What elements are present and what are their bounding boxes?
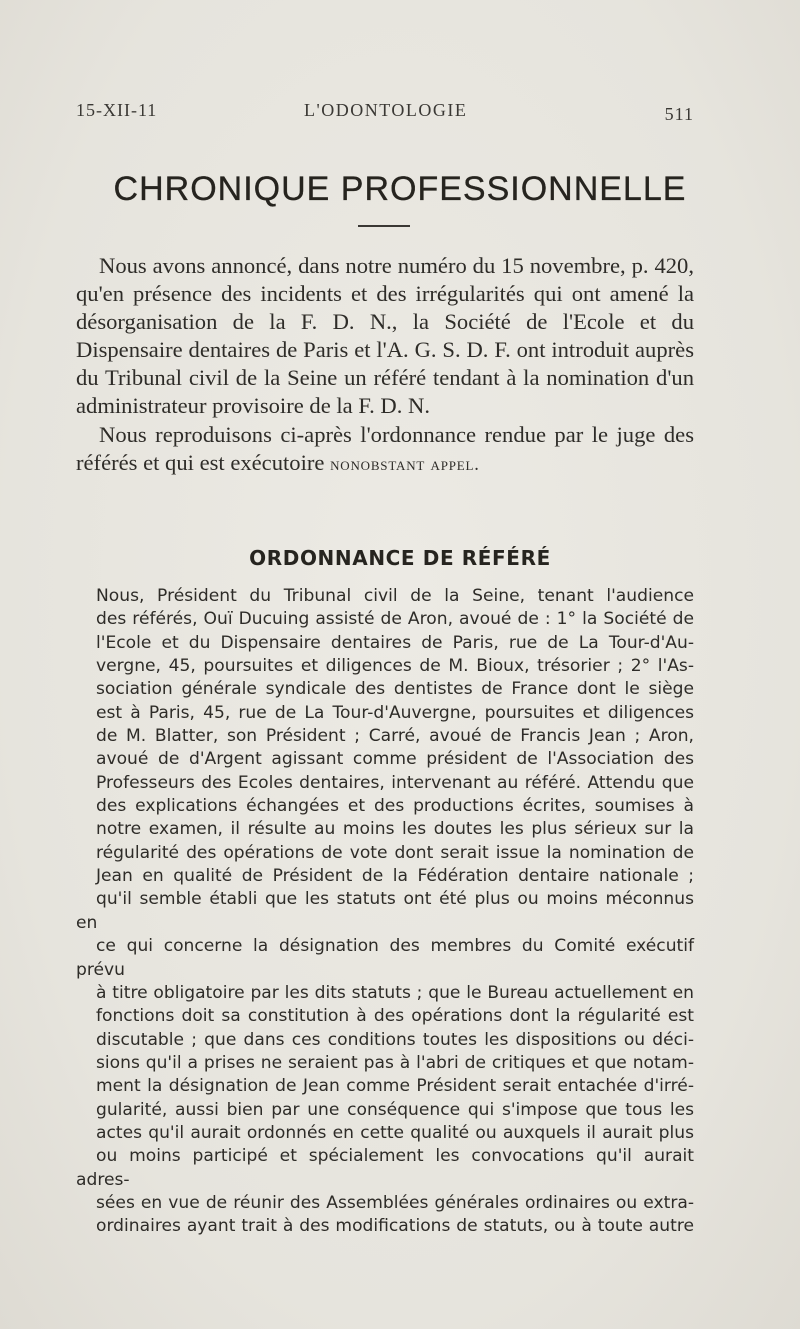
intro-text bbox=[76, 252, 694, 479]
text-line: Nous, Président du Tribunal civil de la Seine, tenant l'audience bbox=[96, 586, 694, 606]
page-number: 511 bbox=[664, 104, 694, 124]
intro-paragraph-2-emphasis: nonobstant appel. bbox=[330, 454, 480, 475]
text-line: Jean en qualité de Président de la Fédération dentaire nationale ; bbox=[96, 866, 694, 887]
ordonnance-text bbox=[76, 585, 694, 1239]
text-line: sociation générale syndicale des dentistes de France dont le siège bbox=[96, 679, 694, 700]
page-title: CHRONIQUE PROFESSIONNELLE bbox=[113, 170, 687, 208]
text-line: régularité des opérations de vote dont serait issue la nomination de bbox=[96, 842, 694, 863]
intro-paragraph-1: Nous avons annoncé, dans notre numéro du 15 novembre, p. 420, qu'en présence des incidents et des irrégularités qui ont amené la désorganisation de la F. D. N., la Société de l'Ecole et du Dispensaire dentaires de Paris et l'A. G. S. D. F. ont introduit auprès du Tribunal civil de la Seine un référé tendant à la nomination d'un administrateur provisoire de la F. D. N. bbox=[76, 253, 694, 419]
text-line: l'Ecole et du Dispensaire dentaires de Paris, rue de La Tour-d'Au- bbox=[96, 632, 694, 653]
text-line: actes qu'il aurait ordonnés en cette qualité ou auxquels il aurait plus bbox=[96, 1122, 694, 1143]
text-line: gularité, aussi bien par une conséquence qui s'impose que tous les bbox=[96, 1099, 694, 1120]
text-line: vergne, 45, poursuites et diligences de M. Bioux, trésorier ; 2° l'As- bbox=[96, 656, 694, 677]
text-line: de M. Blatter, son Président ; Carré, avoué de Francis Jean ; Aron, bbox=[96, 726, 694, 747]
ordonnance-paragraph bbox=[76, 585, 694, 1239]
text-line: ou moins participé et spécialement les convocations qu'il aurait adres- bbox=[76, 1146, 694, 1190]
intro-paragraph-2-text: Nous reproduisons ci-après l'ordonnance rendue par le juge des référés et qui est exécutoire bbox=[76, 421, 694, 475]
text-line: ce qui concerne la désignation des membres du Comité exécutif prévu bbox=[76, 936, 694, 980]
text-line: des explications échangées et des productions écrites, soumises à bbox=[96, 796, 694, 817]
text-line: qu'il semble établi que les statuts ont été plus ou moins méconnus en bbox=[76, 889, 694, 933]
text-line: discutable ; que dans ces conditions toutes les dispositions ou déci- bbox=[96, 1029, 694, 1050]
text-line: fonctions doit sa constitution à des opérations dont la régularité est bbox=[96, 1006, 694, 1027]
running-header bbox=[76, 98, 694, 126]
text-line: ment la désignation de Jean comme Président serait entachée d'irré- bbox=[96, 1076, 694, 1097]
text-line: sions qu'il a prises ne seraient pas à l'abri de critiques et que notam- bbox=[96, 1052, 694, 1073]
text-line: notre examen, il résulte au moins les doutes les plus sérieux sur la bbox=[96, 819, 694, 840]
title-divider bbox=[358, 225, 410, 227]
section-title: ORDONNANCE DE RÉFÉRÉ bbox=[249, 546, 551, 570]
intro-paragraph-2 bbox=[76, 421, 694, 479]
text-line: est à Paris, 45, rue de La Tour-d'Auvergne, poursuites et diligences bbox=[96, 702, 694, 723]
issue-date: 15-XII-11 bbox=[76, 100, 158, 120]
text-line: sées en vue de réunir des Assemblées générales ordinaires ou extra- bbox=[96, 1192, 694, 1213]
text-line: ordinaires ayant trait à des modifications de statuts, ou à toute autre bbox=[96, 1216, 694, 1237]
text-line: Professeurs des Ecoles dentaires, intervenant au référé. Attendu que bbox=[96, 772, 694, 793]
text-line: à titre obligatoire par les dits statuts ; que le Bureau actuellement en bbox=[96, 982, 694, 1003]
text-line: des référés, Ouï Ducuing assisté de Aron, avoué de : 1° la Société de bbox=[96, 609, 694, 630]
text-line: avoué de d'Argent agissant comme président de l'Association des bbox=[96, 749, 694, 770]
journal-title: L'ODONTOLOGIE bbox=[304, 100, 468, 120]
